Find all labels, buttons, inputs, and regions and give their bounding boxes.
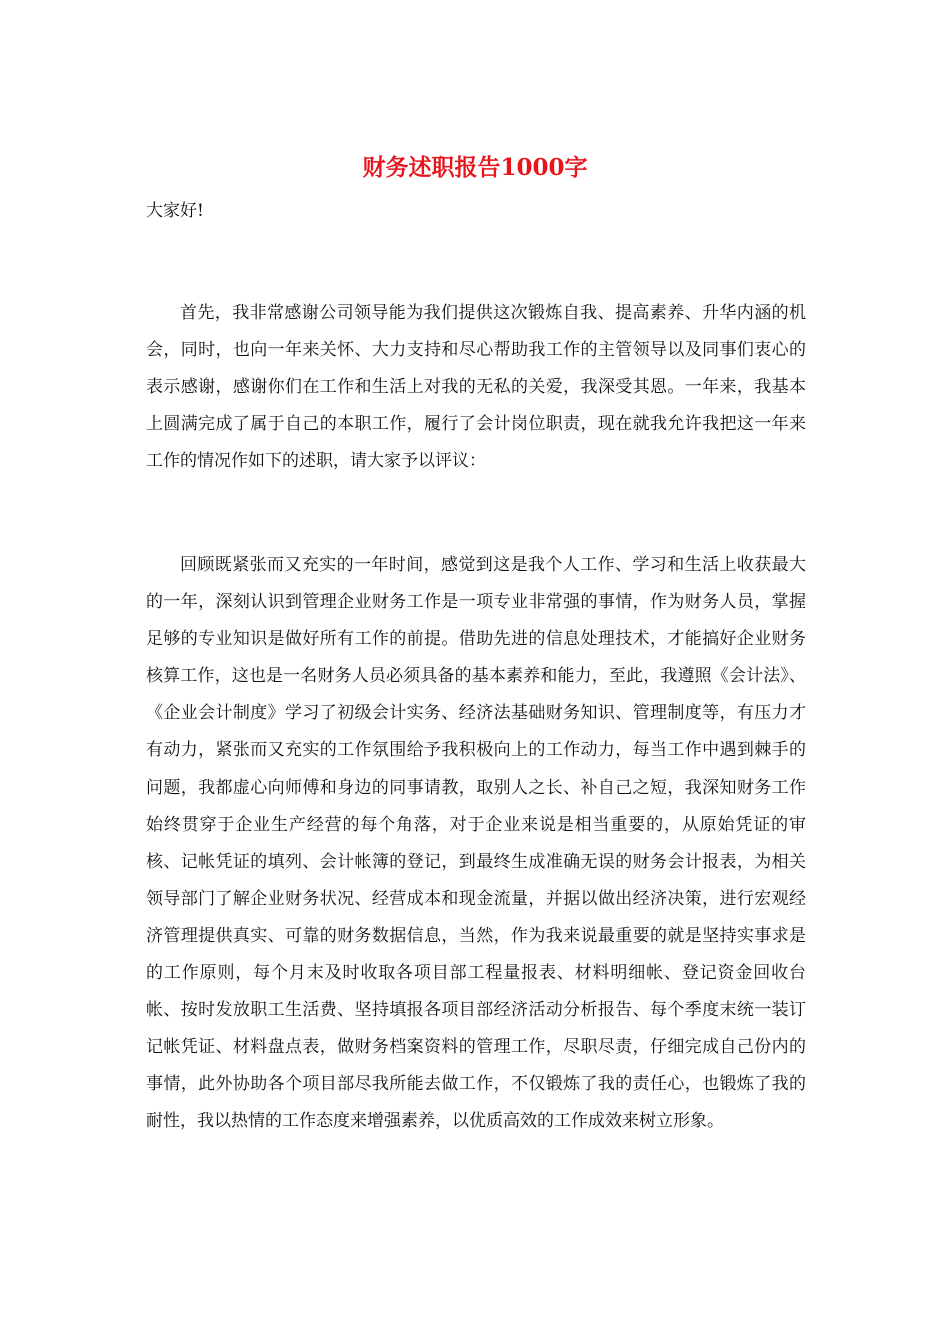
document-title: 财务述职报告1000字 xyxy=(362,154,588,181)
paragraph-intro: 首先，我非常感谢公司领导能为我们提供这次锻炼自我、提高素养、升华内涵的机会，同时，也向一年来关怀、大力支持和尽心帮助我工作的主管领导以及同事们衷心的表示感谢，感谢你们在工作和生活上对我的无私的关爱，我深受其恩。一年来，我基本上圆满完成了属于自己的本职工作，履行了会计岗位职责，现在就我允许我把这一年来工作的情况作如下的述职，请大家予以评议： xyxy=(146,303,806,472)
paragraph-review: 回顾既紧张而又充实的一年时间，感觉到这是我个人工作、学习和生活上收获最大的一年，深刻认识到管理企业财务工作是一项专业非常强的事情，作为财务人员，掌握足够的专业知识是做好所有工作的前提。借助先进的信息处理技术，才能搞好企业财务核算工作，这也是一名财务人员必须具备的基本素养和能力，至此，我遵照《会计法》、《企业会计制度》学习了初级会计实务、经济法基础财务知识、管理制度等，有压力才有动力，紧张而又充实的工作氛围给予我积极向上的工作动力，每当工作中遇到棘手的问题，我都虚心向师傅和身边的同事请教，取别人之长、补自己之短，我深知财务工作始终贯穿于企业生产经营的每个角落，对于企业来说是相当重要的，从原始凭证的审核、记帐凭证的填列、会计帐簿的登记，到最终生成准确无误的财务会计报表，为相关领导部门了解企业财务状况、经营成本和现金流量，并据以做出经济决策，进行宏观经济管理提供真实、可靠的财务数据信息，当然，作为我来说最重要的就是坚持实事求是的工作原则，每个月末及时收取各项目部工程量报表、材料明细帐、登记资金回收台帐、按时发放职工生活费、坚持填报各项目部经济活动分析报告、每个季度末统一装订记帐凭证、材料盘点表，做财务档案资料的管理工作，尽职尽责，仔细完成自己份内的事情，此外协助各个项目部尽我所能去做工作，不仅锻炼了我的责任心，也锻炼了我的耐性，我以热情的工作态度来增强素养，以优质高效的工作成效来树立形象。 xyxy=(146,555,806,1132)
greeting-text: 大家好! xyxy=(146,201,204,221)
